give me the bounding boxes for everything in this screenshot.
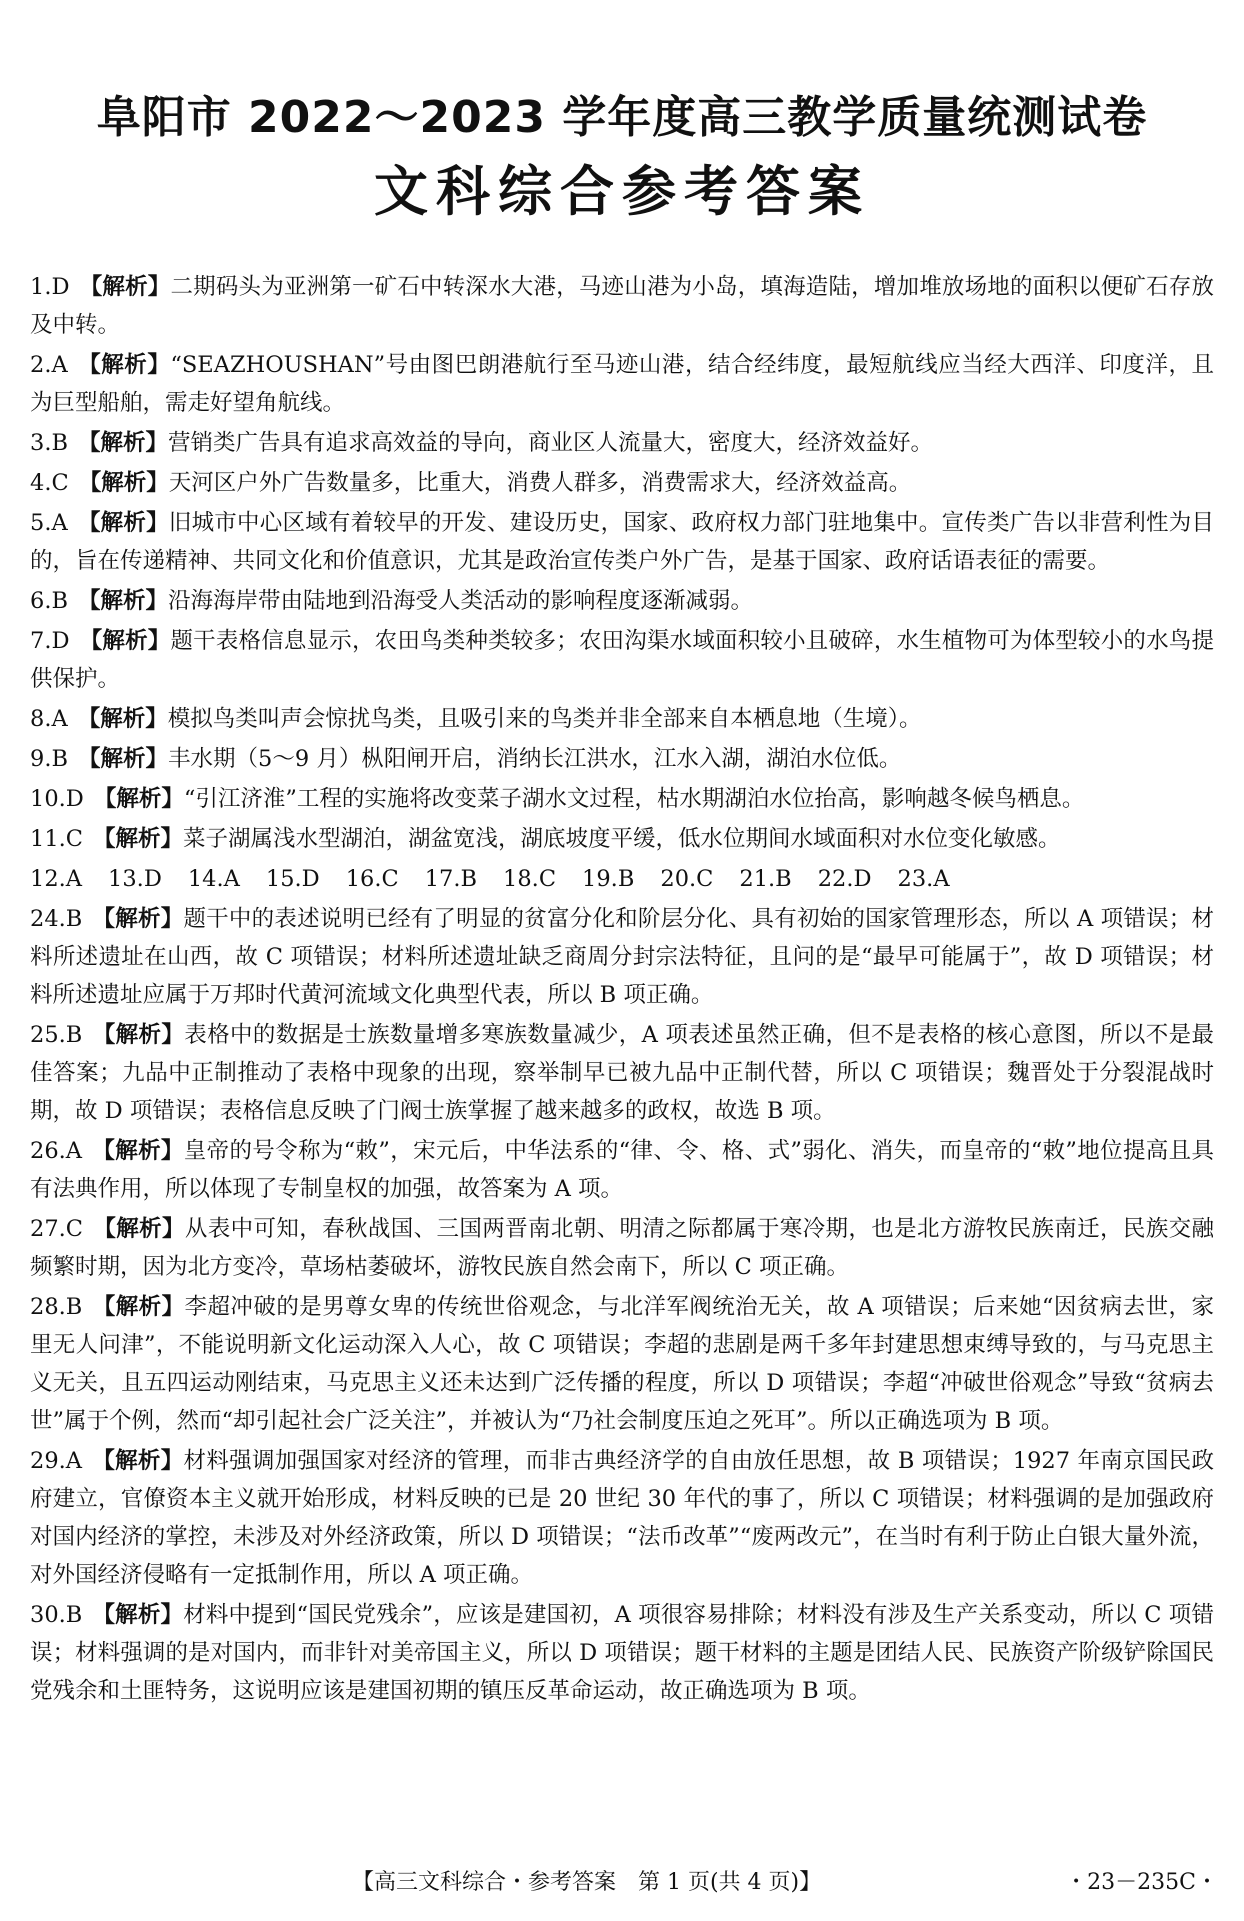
analysis-tag: 【解析】 [79, 274, 171, 300]
question-number: 29.A [30, 1448, 83, 1474]
answer-item [30, 700, 1214, 738]
question-number: 7.D [30, 628, 70, 654]
analysis-tag: 【解析】 [77, 510, 169, 536]
answer-item [30, 740, 1214, 778]
analysis-tag: 【解析】 [78, 470, 169, 496]
short-answer-row [30, 860, 1214, 898]
short-answer: 13.D [108, 866, 162, 892]
question-number: 25.B [30, 1022, 83, 1048]
analysis-tag: 【解析】 [92, 1448, 184, 1474]
analysis-text: 李超冲破的是男尊女卑的传统世俗观念，与北洋军阀统治无关，故 A 项错误；后来她“因贫病去世，家里无人问津”，不能说明新文化运动深入人心，故 C 项错误；李超的悲剧是两千多年封建思想束缚导致的，与马克思主义无关，且五四运动刚结束，马克思主义还未达到广泛传播的程度，所以 D 项错误；李超“冲破世俗观念”导致“贫病去世”属于个例，然而“却引起社会广泛关注”，并被认为“乃社会制度压迫之死耳”。所以正确选项为 B 项。 [30, 1294, 1214, 1434]
analysis-tag: 【解析】 [79, 628, 171, 654]
analysis-tag: 【解析】 [78, 588, 169, 614]
question-number: 27.C [30, 1216, 83, 1242]
question-number: 11.C [30, 826, 83, 852]
analysis-text: 模拟鸟类叫声会惊扰鸟类，且吸引来的鸟类并非全部来自本栖息地（生境）。 [167, 706, 922, 732]
analysis-tag: 【解析】 [92, 1022, 185, 1048]
answer-item [30, 1132, 1214, 1208]
footer-doc-code: ・23－235C・ [1065, 1870, 1218, 1895]
answer-item [30, 268, 1214, 344]
question-number: 5.A [30, 510, 68, 536]
answer-item [30, 1210, 1214, 1286]
short-answer: 17.B [424, 866, 478, 892]
answer-item [30, 622, 1214, 698]
question-number: 4.C [30, 470, 69, 496]
short-answer: 20.C [660, 866, 714, 892]
analysis-text: 皇帝的号令称为“敕”，宋元后，中华法系的“律、令、格、式”弱化、消失，而皇帝的“敕”地位提高且具有法典作用，所以体现了专制皇权的加强，故答案为 A 项。 [30, 1138, 1214, 1202]
analysis-text: 旧城市中心区域有着较早的开发、建设历史，国家、政府权力部门驻地集中。宣传类广告以非营利性为目的，旨在传递精神、共同文化和价值意识，尤其是政治宣传类户外广告，是基于国家、政府话语表征的需要。 [30, 510, 1214, 574]
footer-page-info: 【高三文科综合・参考答案 第 1 页(共 4 页)】 [352, 1870, 822, 1895]
analysis-text: 丰水期（5～9 月）枞阳闸开启，消纳长江洪水，江水入湖，湖泊水位低。 [168, 746, 902, 772]
analysis-text: 题干表格信息显示，农田鸟类种类较多；农田沟渠水域面积较小且破碎，水生植物可为体型较小的水鸟提供保护。 [30, 628, 1214, 692]
question-number: 10.D [30, 786, 84, 812]
analysis-text: 天河区户外广告数量多，比重大，消费人群多，消费需求大，经济效益高。 [168, 470, 912, 496]
question-number: 30.B [30, 1602, 83, 1628]
analysis-tag: 【解析】 [92, 1602, 184, 1628]
answer-item [30, 504, 1214, 580]
analysis-tag: 【解析】 [92, 1294, 185, 1320]
short-answer: 23.A [897, 866, 950, 892]
analysis-text: 从表中可知，春秋战国、三国两晋南北朝、明清之际都属于寒冷期，也是北方游牧民族南迁，民族交融频繁时期，因为北方变冷，草场枯萎破坏，游牧民族自然会南下，所以 C 项正确。 [30, 1216, 1214, 1280]
answer-item [30, 780, 1214, 818]
answer-item [30, 424, 1214, 462]
short-answer: 12.A [30, 866, 83, 892]
question-number: 8.A [30, 706, 68, 732]
answer-item [30, 820, 1214, 858]
analysis-tag: 【解析】 [92, 906, 184, 932]
document-subtitle: 文科综合参考答案 [374, 160, 870, 223]
analysis-text: 沿海海岸带由陆地到沿海受人类活动的影响程度逐渐减弱。 [168, 588, 754, 614]
question-number: 1.D [30, 274, 70, 300]
analysis-text: 材料强调加强国家对经济的管理，而非古典经济学的自由放任思想，故 B 项错误；1927 年南京国民政府建立，官僚资本主义就开始形成，材料反映的已是 20 世纪 30 年代的事了，所以 C 项错误；材料强调的是加强政府对国内经济的掌控，未涉及对外经济政策，所以 D 项错误；“法币改革”“废两改元”，在当时有利于防止白银大量外流，对外国经济侵略有一定抵制作用，所以 A 项正确。 [30, 1448, 1214, 1588]
analysis-tag: 【解析】 [78, 746, 169, 772]
analysis-tag: 【解析】 [93, 826, 184, 852]
answer-item [30, 1288, 1214, 1440]
analysis-tag: 【解析】 [92, 1138, 184, 1164]
question-number: 26.A [30, 1138, 83, 1164]
short-answer: 14.A [187, 866, 240, 892]
short-answer: 19.B [582, 866, 635, 892]
short-answer: 16.C [345, 866, 399, 892]
analysis-text: “引江济淮”工程的实施将改变菜子湖水文过程，枯水期湖泊水位抬高，影响越冬候鸟栖息。 [183, 786, 1085, 812]
analysis-text: 二期码头为亚洲第一矿石中转深水大港，马迹山港为小岛，填海造陆，增加堆放场地的面积以便矿石存放及中转。 [30, 274, 1214, 338]
short-answer: 18.C [503, 866, 557, 892]
question-number: 6.B [30, 588, 69, 614]
answer-item [30, 900, 1214, 1014]
answer-item [30, 346, 1214, 422]
analysis-text: 菜子湖属浅水型湖泊，湖盆宽浅，湖底坡度平缓，低水位期间水域面积对水位变化敏感。 [183, 826, 1061, 852]
analysis-text: 题干中的表述说明已经有了明显的贫富分化和阶层分化、具有初始的国家管理形态，所以 A 项错误；材料所述遗址在山西，故 C 项错误；材料所述遗址缺乏商周分封宗法特征，且问的是“最早可能属于”，故 D 项错误；材料所述遗址应属于万邦时代黄河流域文化典型代表，所以 B 项正确。 [30, 906, 1214, 1008]
analysis-tag: 【解析】 [93, 786, 184, 812]
answer-item [30, 1442, 1214, 1594]
question-number: 2.A [30, 352, 68, 378]
analysis-text: “SEAZHOUSHAN”号由图巴朗港航行至马迹山港，结合经纬度，最短航线应当经大西洋、印度洋，且为巨型船舶，需走好望角航线。 [30, 352, 1214, 416]
analysis-tag: 【解析】 [78, 430, 169, 456]
question-number: 28.B [30, 1294, 83, 1320]
analysis-text: 材料中提到“国民党残余”，应该是建国初，A 项很容易排除；材料没有涉及生产关系变动，所以 C 项错误；材料强调的是对国内，而非针对美帝国主义，所以 D 项错误；题干材料的主题是团结人民、民族资产阶级铲除国民党残余和土匪特务，这说明应该是建国初期的镇压反革命运动，故正确选项为 B 项。 [30, 1602, 1214, 1704]
question-number: 24.B [30, 906, 83, 932]
analysis-text: 营销类广告具有追求高效益的导向，商业区人流量大，密度大，经济效益好。 [168, 430, 934, 456]
analysis-text: 表格中的数据是士族数量增多寒族数量减少，A 项表述虽然正确，但不是表格的核心意图，所以不是最佳答案；九品中正制推动了表格中现象的出现，察举制早已被九品中正制代替，所以 C 项错误；魏晋处于分裂混战时期，故 D 项错误；表格信息反映了门阀士族掌握了越来越多的政权，故选 B 项。 [30, 1022, 1214, 1124]
analysis-tag: 【解析】 [77, 352, 171, 378]
question-number: 3.B [30, 430, 69, 456]
short-answer: 15.D [265, 866, 320, 892]
analysis-tag: 【解析】 [93, 1216, 185, 1242]
question-number: 9.B [30, 746, 69, 772]
answer-item [30, 1596, 1214, 1710]
analysis-tag: 【解析】 [77, 706, 168, 732]
document-title: 阜阳市 2022～2023 学年度高三教学质量统测试卷 [96, 92, 1148, 143]
short-answer: 21.B [739, 866, 792, 892]
answer-item [30, 582, 1214, 620]
answer-item [30, 464, 1214, 502]
answer-list [30, 268, 1214, 1712]
answer-item [30, 1016, 1214, 1130]
short-answer: 22.D [817, 866, 872, 892]
